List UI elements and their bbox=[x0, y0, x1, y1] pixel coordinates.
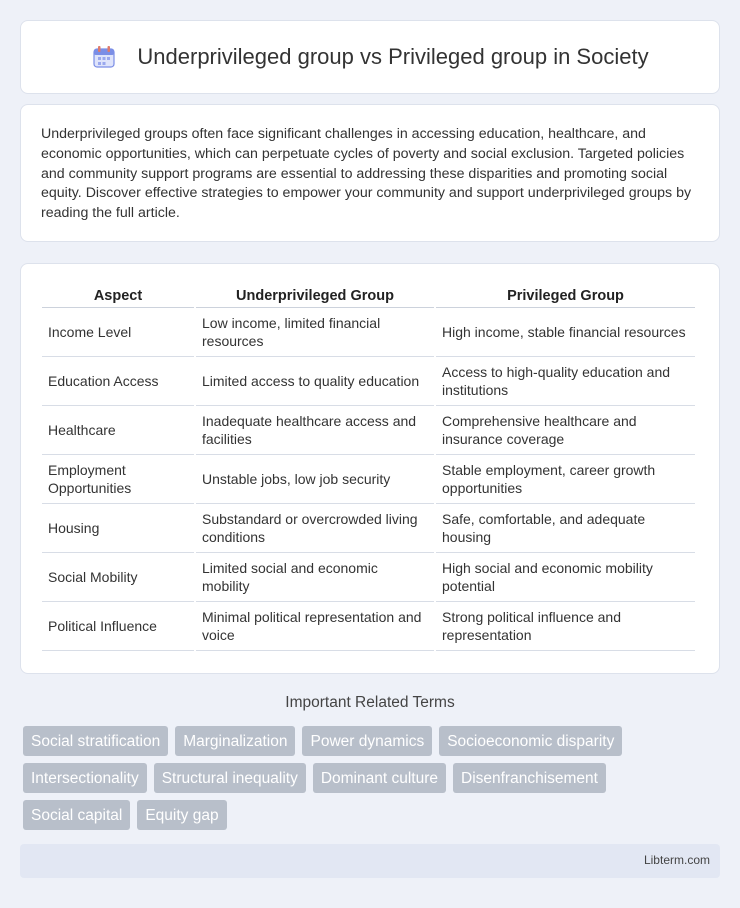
table-cell: Healthcare bbox=[42, 406, 194, 455]
table-cell: High income, stable financial resources bbox=[436, 308, 695, 357]
table-cell: Employment Opportunities bbox=[42, 455, 194, 504]
related-term-tag[interactable]: Intersectionality bbox=[23, 763, 147, 793]
table-cell: Limited social and economic mobility bbox=[196, 553, 434, 602]
comparison-table bbox=[40, 284, 697, 651]
related-term-tag[interactable]: Dominant culture bbox=[313, 763, 446, 793]
column-header: Aspect bbox=[42, 284, 194, 308]
related-term-tag[interactable]: Power dynamics bbox=[302, 726, 432, 756]
table-cell: Stable employment, career growth opportunities bbox=[436, 455, 695, 504]
table-cell: Safe, comfortable, and adequate housing bbox=[436, 504, 695, 553]
table-row bbox=[42, 553, 695, 602]
intro-card bbox=[20, 104, 720, 242]
table-cell: Strong political influence and representation bbox=[436, 602, 695, 651]
table-row bbox=[42, 357, 695, 406]
related-term-tag[interactable]: Socioeconomic disparity bbox=[439, 726, 622, 756]
header-card bbox=[20, 20, 720, 94]
table-cell: Education Access bbox=[42, 357, 194, 406]
table-cell: Substandard or overcrowded living conditions bbox=[196, 504, 434, 553]
table-cell: Access to high-quality education and institutions bbox=[436, 357, 695, 406]
table-row bbox=[42, 406, 695, 455]
column-header: Privileged Group bbox=[436, 284, 695, 308]
related-terms-title: Important Related Terms bbox=[285, 694, 455, 711]
table-row bbox=[42, 308, 695, 357]
table-cell: Comprehensive healthcare and insurance coverage bbox=[436, 406, 695, 455]
table-cell: High social and economic mobility potential bbox=[436, 553, 695, 602]
table-cell: Social Mobility bbox=[42, 553, 194, 602]
footer-site-link[interactable]: Libterm.com bbox=[643, 853, 710, 867]
related-term-tag[interactable]: Social capital bbox=[23, 800, 130, 830]
column-header: Underprivileged Group bbox=[196, 284, 434, 308]
table-row bbox=[42, 504, 695, 553]
table-row bbox=[42, 455, 695, 504]
table-cell: Unstable jobs, low job security bbox=[196, 455, 434, 504]
table-cell: Low income, limited financial resources bbox=[196, 308, 434, 357]
related-term-tag[interactable]: Equity gap bbox=[137, 800, 226, 830]
related-term-tag[interactable]: Structural inequality bbox=[154, 763, 306, 793]
footer bbox=[20, 844, 720, 878]
table-cell: Limited access to quality education bbox=[196, 357, 434, 406]
table-cell: Housing bbox=[42, 504, 194, 553]
table-cell: Inadequate healthcare access and facilities bbox=[196, 406, 434, 455]
page-title: Underprivileged group vs Privileged group in Society bbox=[137, 44, 649, 69]
table-row bbox=[42, 602, 695, 651]
table-header-row bbox=[42, 284, 695, 308]
comparison-table-card bbox=[20, 263, 720, 674]
related-terms-list bbox=[23, 726, 713, 837]
table-cell: Minimal political representation and voice bbox=[196, 602, 434, 651]
table-cell: Political Influence bbox=[42, 602, 194, 651]
related-term-tag[interactable]: Marginalization bbox=[175, 726, 295, 756]
intro-text: Underprivileged groups often face significant challenges in accessing education, healthcare, and economic opportunities, which can perpetuate cycles of poverty and social exclusion. Targeted policies and community support programs are essential to addressing these disparities and promoting social equity. Discover effective strategies to empower your community and support underprivileged groups by reading the full article. bbox=[41, 126, 692, 222]
related-term-tag[interactable]: Disenfranchisement bbox=[453, 763, 606, 793]
table-cell: Income Level bbox=[42, 308, 194, 357]
related-term-tag[interactable]: Social stratification bbox=[23, 726, 168, 756]
calendar-icon bbox=[91, 44, 117, 70]
